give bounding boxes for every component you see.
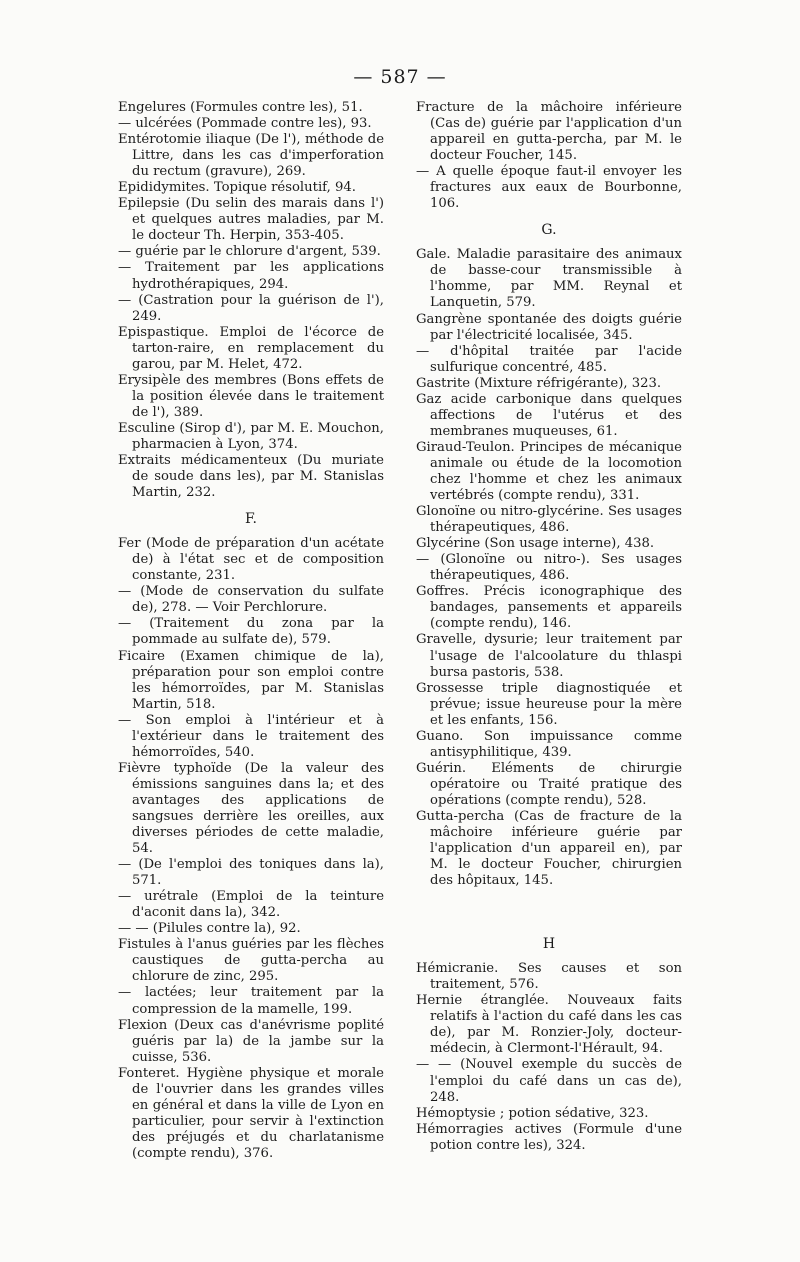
index-entry: — lactées; leur traitement par la compression de la mamelle, 199. (118, 985, 384, 1017)
index-entry: Gale. Maladie parasitaire des animaux de basse-cour transmissible à l'homme, par MM. Reynal et Lanquetin, 579. (416, 247, 682, 311)
index-entry: — (Castration pour la guérison de l'), 249. (118, 292, 384, 324)
section-letter: G. (541, 222, 557, 239)
index-entry: Engelures (Formules contre les), 51. (118, 100, 363, 115)
index-entry: Glycérine (Son usage interne), 438. (416, 536, 655, 552)
index-entry: Fer (Mode de préparation d'un acétate de) à l'état sec et de composition constante, 231. (118, 536, 384, 584)
index-entry: Ficaire (Examen chimique de la), préparation pour son emploi contre les hémorroïdes, par M. Stanislas Martin, 518. (118, 648, 384, 712)
index-entry: Goffres. Précis iconographique des bandages, pansements et appareils (compte rendu), 146. (416, 584, 682, 632)
index-entry: — (De l'emploi des toniques dans la), 571. (118, 857, 384, 889)
index-entry: Giraud-Teulon. Principes de mécanique animale ou étude de la locomotion chez l'homme et chez les animaux vertébrés (compte rendu), 331. (416, 439, 682, 504)
index-entry: Entérotomie iliaque (De l'), méthode de Littre, dans les cas d'imperforation du rectum (gravure), 269. (118, 132, 384, 180)
index-entry: Fracture de la mâchoire inférieure (Cas de) guérie par l'application d'un appareil en gutta-percha, par M. le docteur Foucher, 145. (416, 100, 682, 164)
index-entry: Gangrène spontanée des doigts guérie par l'électricité localisée, 345. (416, 311, 682, 343)
index-entry: — (Glonoïne ou nitro-). Ses usages thérapeutiques, 486. (416, 552, 682, 584)
index-entry: Esculine (Sirop d'), par M. E. Mouchon, pharmacien à Lyon, 374. (118, 420, 384, 452)
index-entry: Flexion (Deux cas d'anévrisme poplité guéris par la) de la jambe sur la cuisse, 536. (118, 1017, 384, 1065)
index-entry: — guérie par le chlorure d'argent, 539. (118, 244, 381, 260)
index-entry: Hémorragies actives (Formule d'une potion contre les), 324. (416, 1121, 682, 1153)
index-entry: Gravelle, dysurie; leur traitement par l'usage de l'alcoolature du thlaspi bursa pastoris, 538. (416, 632, 682, 680)
right-column (416, 100, 682, 1154)
page-number: — 587 — (353, 66, 447, 88)
index-entry: — Traitement par les applications hydrothérapiques, 294. (118, 260, 384, 292)
index-entry: Gaz acide carbonique dans quelques affections de l'utérus et des membranes muqueuses, 61. (416, 391, 682, 439)
index-entry: Gutta-percha (Cas de fracture de la mâchoire inférieure guérie par l'application d'un appareil en), par M. le docteur Foucher, chirurgien des hôpitaux, 145. (416, 808, 682, 889)
index-entry: — d'hôpital traitée par l'acide sulfurique concentré, 485. (416, 343, 682, 375)
index-entry: — ulcérées (Pommade contre les), 93. (118, 116, 372, 132)
index-entry: Hémoptysie ; potion sédative, 323. (416, 1105, 649, 1121)
section-letter: F. (245, 511, 257, 528)
index-entry: Gastrite (Mixture réfrigérante), 323. (416, 375, 662, 391)
index-entry: — urétrale (Emploi de la teinture d'aconit dans la), 342. (118, 889, 384, 921)
index-entry: Hémicranie. Ses causes et son traitement, 576. (416, 961, 682, 993)
index-entry: Grossesse triple diagnostiquée et prévue; issue heureuse pour la mère et les enfants, 156. (416, 680, 682, 728)
index-entry: — A quelle époque faut-il envoyer les fractures aux eaux de Bourbonne, 106. (416, 164, 682, 212)
section-spacer (416, 889, 682, 926)
index-entry: Guérin. Eléments de chirurgie opératoire ou Traité pratique des opérations (compte rendu), 528. (416, 760, 682, 808)
index-entry: Erysipèle des membres (Bons effets de la position élevée dans le traitement de l'), 389. (118, 372, 384, 420)
index-entry: — — (Pilules contre la), 92. (118, 921, 301, 937)
index-entry: — — (Nouvel exemple du succès de l'emploi du café dans un cas de), 248. (416, 1057, 682, 1105)
index-entry: Glonoïne ou nitro-glycérine. Ses usages thérapeutiques, 486. (416, 504, 682, 536)
index-entry: Fièvre typhoïde (De la valeur des émissions sanguines dans la; et des avantages des applications de sangsues derrière les oreilles, aux diverses périodes de cette maladie, 54. (118, 760, 384, 857)
index-entry: Fistules à l'anus guéries par les flèches caustiques de gutta-percha au chlorure de zinc, 295. (118, 937, 384, 985)
index-entry: — (Mode de conservation du sulfate de), 278. — Voir Perchlorure. (118, 584, 384, 616)
index-entry: — (Traitement du zona par la pommade au sulfate de), 579. (118, 616, 384, 648)
index-entry: Epididymites. Topique résolutif, 94. (118, 180, 356, 196)
index-entry: Epilepsie (Du selin des marais dans l') et quelques autres maladies, par M. le docteur Th. Herpin, 353-405. (118, 196, 384, 244)
left-column (118, 100, 384, 1162)
index-entry: Fonteret. Hygiène physique et morale de l'ouvrier dans les grandes villes en général et dans la ville de Lyon en particulier, pour servir à l'extinction des préjugés et du charlatanisme (compte rendu), 376. (118, 1065, 384, 1161)
index-entry: Guano. Son impuissance comme antisyphilitique, 439. (416, 728, 682, 760)
section-letter: H (542, 936, 556, 953)
index-entry: — Son emploi à l'intérieur et à l'extérieur dans le traitement des hémorroïdes, 540. (118, 712, 384, 760)
index-entry: Epispastique. Emploi de l'écorce de tarton-raire, en remplacement du garou, par M. Helet, 472. (118, 324, 384, 372)
index-entry: Extraits médicamenteux (Du muriate de soude dans les), par M. Stanislas Martin, 232. (118, 453, 384, 501)
index-entry: Hernie étranglée. Nouveaux faits relatifs à l'action du café dans les cas de), par M. Ronzier-Joly, docteur-médecin, à Clermont-l'Hérault, 94. (416, 993, 682, 1057)
